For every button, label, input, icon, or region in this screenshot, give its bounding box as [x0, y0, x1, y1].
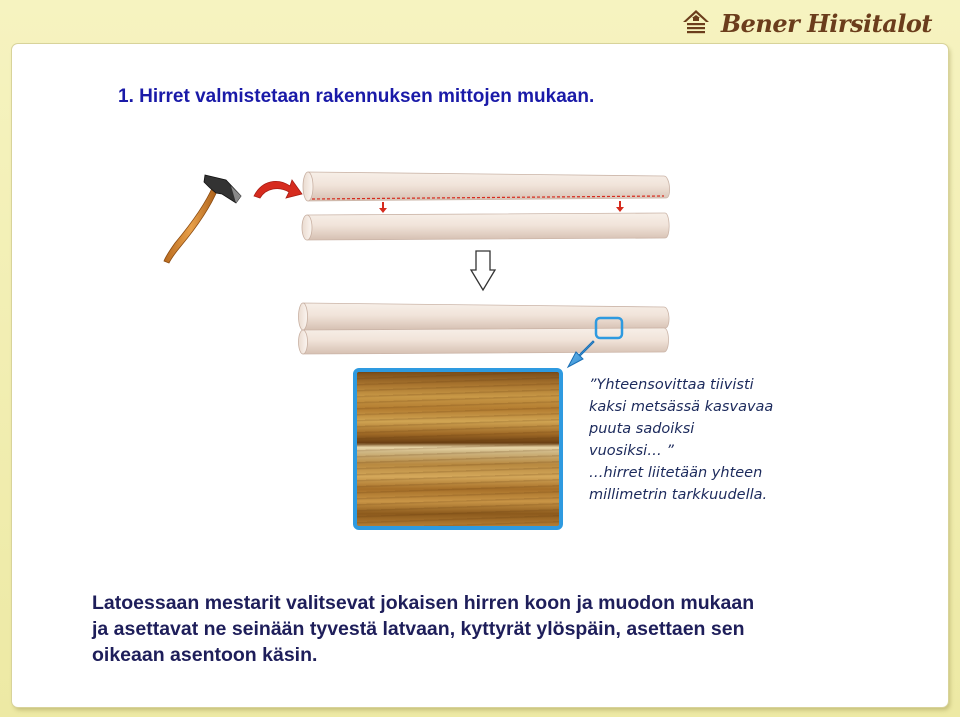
quote-line: ”Yhteensovittaa tiivisti — [589, 377, 754, 393]
description-paragraph — [92, 590, 892, 668]
slide-heading: 1. Hirret valmistetaan rakennuksen mittojen mukaan. — [118, 86, 595, 107]
down-arrow-icon — [471, 251, 495, 290]
curved-arrow-icon — [254, 180, 302, 198]
log-top — [303, 172, 670, 201]
log-joint-photo — [353, 368, 563, 530]
paragraph-line: Latoessaan mestarit valitsevat jokaisen hirren koon ja muodon mukaan — [92, 592, 755, 614]
quote-line: puuta sadoiksi — [589, 421, 695, 437]
quote-line: vuosiksi… ” — [589, 443, 674, 459]
brand-name: Bener Hirsitalot — [720, 8, 932, 38]
cut-marker-icon — [616, 201, 624, 212]
axe-icon — [164, 175, 241, 263]
log-stack-lower — [299, 328, 669, 354]
quote-line: millimetrin tarkkuudella. — [589, 487, 768, 503]
quote-line: …hirret liitetään yhteen — [589, 465, 763, 481]
paragraph-line: ja asettavat ne seinään tyvestä latvaan, kyttyrät ylöspäin, asettaen sen — [92, 618, 745, 640]
quote-line: kaksi metsässä kasvavaa — [589, 399, 774, 415]
log-stack-upper — [299, 303, 670, 330]
log-middle — [302, 213, 669, 240]
quote-block — [589, 374, 849, 506]
wood-grain-texture — [357, 372, 559, 526]
cut-marker-icon — [379, 202, 387, 213]
paragraph-line: oikeaan asentoon käsin. — [92, 644, 318, 666]
